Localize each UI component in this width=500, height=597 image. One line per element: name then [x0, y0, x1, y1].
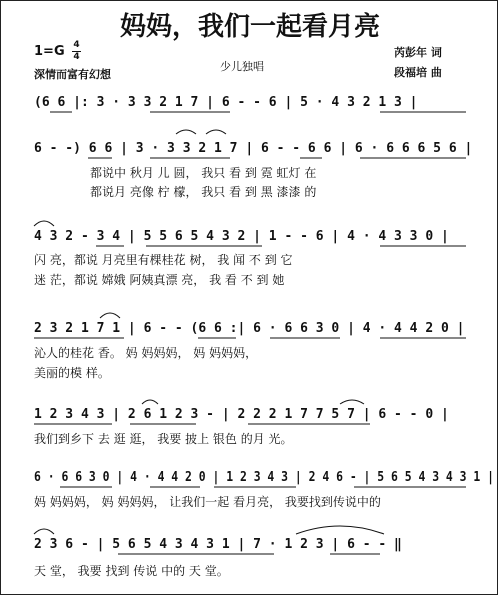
song-title: 妈妈，我们一起看月亮	[119, 12, 380, 42]
lyrics-line-6-verse-1: 妈 妈妈妈， 妈 妈妈妈， 让我们一起 看月亮， 我要找到传说中的	[34, 495, 381, 509]
composer-credit: 段福培 曲	[394, 66, 442, 79]
score-line-4	[34, 313, 466, 380]
lyrics-line-3-verse-1: 闪 亮，都说 月亮里有棵桂花 树， 我 闻 不 到 它	[34, 253, 293, 267]
lyrics-line-4-verse-2: 美丽的模 样。	[34, 366, 110, 380]
score-line-3	[34, 221, 466, 287]
lyrics-line-2-verse-2: 都说月 亮像 柠 檬， 我只 看 到 黑 漆漆 的	[90, 185, 317, 199]
lyricist-credit: 芮彭年 词	[394, 46, 442, 59]
time-signature-bottom: 4	[73, 52, 80, 62]
notes-line-3: 4 3 2 - 3 4 | 5 5 6 5 4 3 2 | 1 - - 6 | 4 · 4 3 3 0 |	[34, 229, 449, 244]
score-line-1	[34, 95, 466, 112]
notes-line-4: 2 3 2 1 7 1 | 6 - - (6 6 :| 6 · 6 6 3 0 | 4 · 4 4 2 0 |	[34, 321, 465, 336]
performance-note: 少儿独唱	[220, 60, 264, 73]
expression-marking: 深情而富有幻想	[34, 68, 111, 81]
score-line-2	[34, 130, 472, 199]
score-line-6	[34, 470, 494, 509]
lyrics-line-5-verse-1: 我们到乡下 去 逛 逛， 我要 披上 银色 的月 光。	[34, 432, 293, 446]
lyrics-line-7-verse-1: 天 堂， 我要 找到 传说 中的 天 堂。	[34, 564, 229, 578]
score-line-5	[34, 400, 449, 446]
key-signature: 1=G	[34, 44, 65, 59]
lyrics-line-2-verse-1: 都说中 秋月 儿 圆， 我只 看 到 霓 虹灯 在	[90, 166, 317, 180]
lyrics-line-4-verse-1: 沁人的桂花 香。 妈 妈妈妈， 妈 妈妈妈，	[34, 346, 258, 360]
score-line-7	[34, 526, 402, 578]
notes-line-7: 2 3 6 - | 5 6 5 4 3 4 3 1 | 7 · 1 2 3 | 6 - - ‖	[34, 537, 402, 552]
notes-line-2: 6 - -) 6 6 | 3 · 3 3 2 1 7 | 6 - - 6 6 | 6 · 6 6 6 5 6 |	[34, 141, 473, 156]
time-signature-top: 4	[73, 40, 80, 50]
lyrics-line-3-verse-2: 迷 茫，都说 嫦娥 阿姨真漂 亮， 我 看 不 到 她	[34, 273, 285, 287]
notes-line-5: 1 2 3 4 3 | 2 6 1 2 3 - | 2 2 2 1 7 7 5 7 | 6 - - 0 |	[34, 407, 449, 422]
notes-line-6: 6 · 6 6 3 0 | 4 · 4 4 2 0 | 1 2 3 4 3 | 2 4 6 - | 5 6 5 4 3 4 3 1 |	[34, 470, 494, 485]
notes-line-1: (6 6 |: 3 · 3 3 2 1 7 | 6 - - 6 | 5 · 4 3 2 1 3 |	[34, 95, 418, 110]
